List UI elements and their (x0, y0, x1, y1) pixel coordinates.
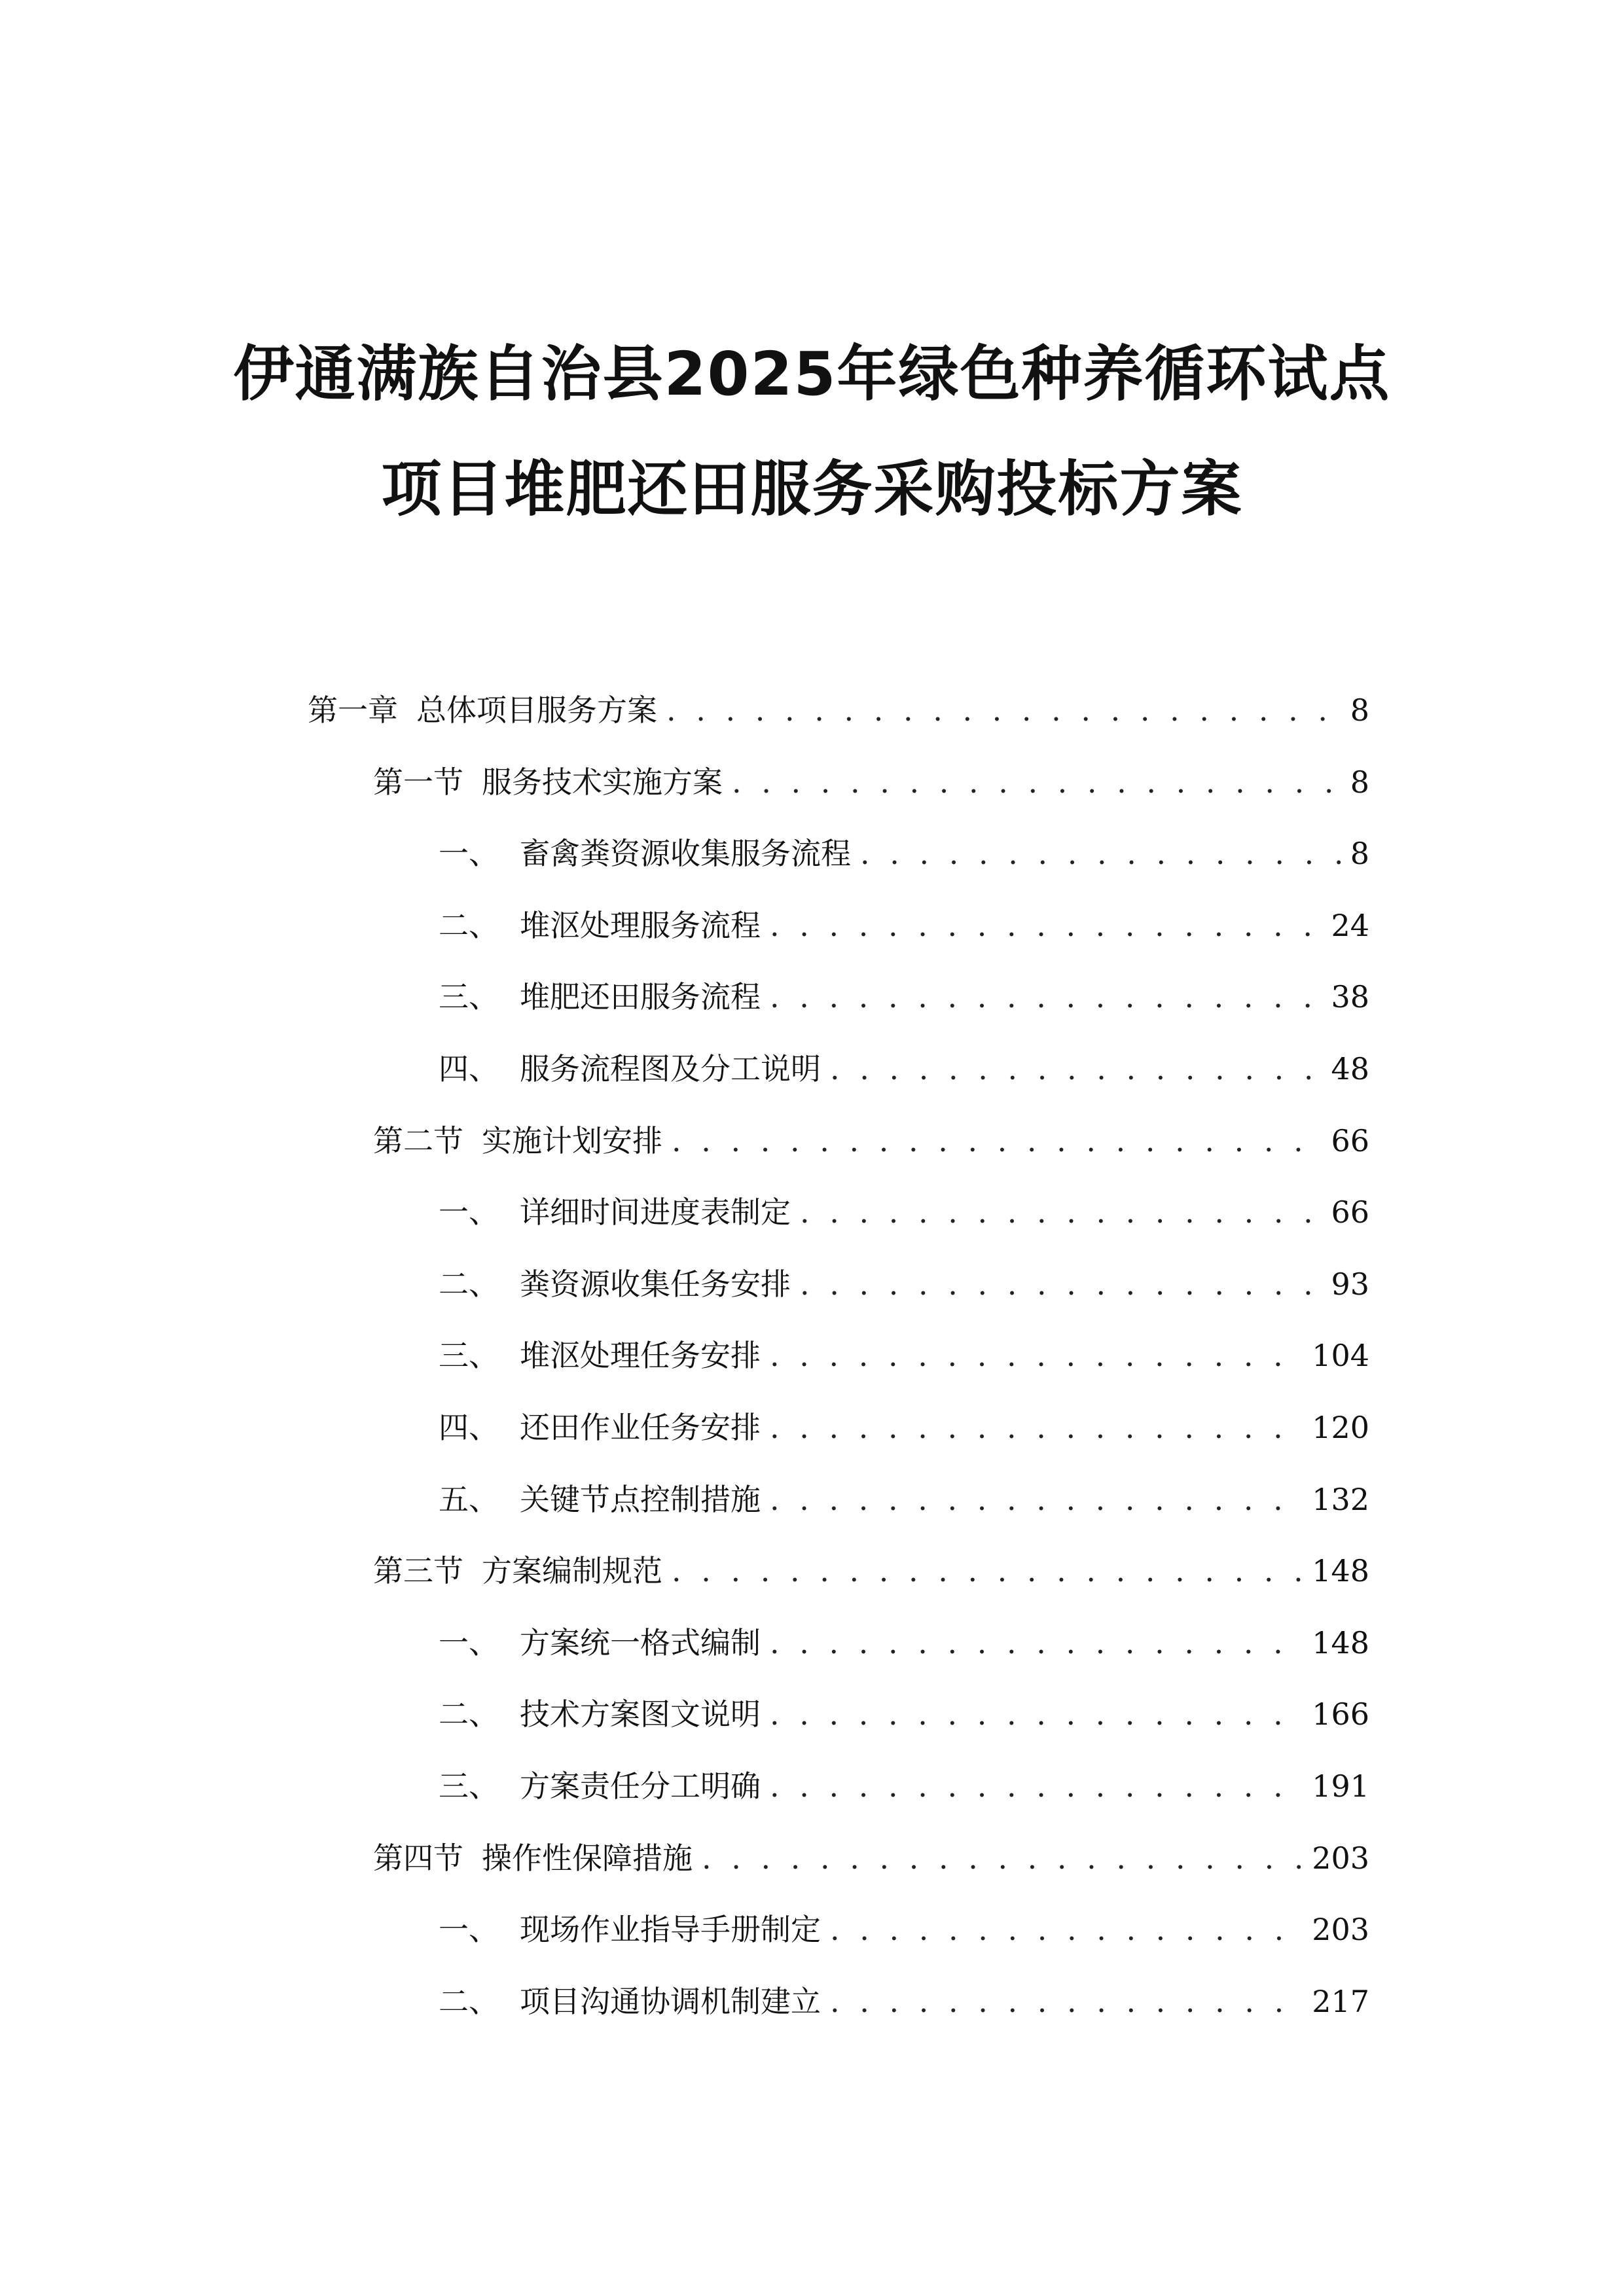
toc-entry-number: 三、 (439, 979, 499, 1014)
toc-dot-leader (770, 1333, 1303, 1378)
toc-entry-number: 四、 (439, 1051, 499, 1086)
toc-entry-label (439, 1405, 761, 1450)
toc-entry[interactable] (439, 1405, 1369, 1450)
toc-entry-number: 二、 (439, 908, 499, 943)
toc-entry-label (439, 974, 761, 1020)
toc-dot-leader (666, 687, 1341, 733)
toc-page-number: 191 (1312, 1768, 1369, 1804)
toc-dot-leader (732, 759, 1341, 805)
toc-dot-leader (702, 1835, 1303, 1881)
toc-entry-title: 堆沤处理服务流程 (520, 908, 761, 943)
document-title-line-2: 项目堆肥还田服务采购投标方案 (381, 454, 1243, 524)
toc-page-number: 8 (1350, 692, 1369, 728)
toc-entry-label (308, 687, 657, 733)
toc-dot-leader (770, 1405, 1303, 1450)
toc-entry-label (439, 1261, 791, 1307)
toc-entry-number: 第一章 (308, 692, 398, 728)
toc-dot-leader (770, 903, 1322, 948)
toc-page-number: 203 (1312, 1840, 1369, 1876)
toc-entry[interactable] (439, 831, 1369, 876)
toc-entry[interactable] (373, 1118, 1369, 1164)
toc-dot-leader (830, 1046, 1322, 1092)
toc-entry[interactable] (439, 1763, 1369, 1809)
toc-entry-number: 第三节 (373, 1553, 463, 1588)
toc-dot-leader (860, 831, 1341, 876)
toc-dot-leader (770, 974, 1322, 1020)
toc-entry-title: 方案责任分工明确 (520, 1768, 761, 1804)
toc-entry[interactable] (439, 1620, 1369, 1666)
toc-entry-number: 二、 (439, 1984, 499, 2019)
toc-page-number: 217 (1312, 1984, 1369, 2019)
toc-entry-label (439, 1907, 821, 1952)
toc-entry-number: 五、 (439, 1482, 499, 1517)
toc-entry-number: 一、 (439, 836, 499, 871)
toc-page-number: 8 (1350, 764, 1369, 800)
toc-entry-number: 第二节 (373, 1123, 463, 1158)
toc-page-number: 66 (1331, 1194, 1369, 1230)
toc-entry-label (373, 1118, 662, 1164)
toc-page-number: 93 (1331, 1266, 1369, 1302)
toc-entry-title: 详细时间进度表制定 (520, 1194, 791, 1230)
toc-entry[interactable] (439, 1691, 1369, 1737)
toc-entry[interactable] (439, 1189, 1369, 1235)
toc-entry-title: 实施计划安排 (482, 1123, 662, 1158)
toc-page-number: 24 (1331, 908, 1369, 943)
toc-entry-title: 总体项目服务方案 (416, 692, 657, 728)
toc-page-number: 8 (1350, 836, 1369, 871)
toc-entry-title: 粪资源收集任务安排 (520, 1266, 791, 1302)
toc-page-number: 132 (1312, 1482, 1369, 1517)
toc-entry-number: 三、 (439, 1338, 499, 1373)
toc-entry-title: 畜禽粪资源收集服务流程 (520, 836, 851, 871)
toc-dot-leader (830, 1907, 1303, 1952)
toc-entry-number: 第一节 (373, 764, 463, 800)
toc-page-number: 48 (1331, 1051, 1369, 1086)
toc-page-number: 203 (1312, 1912, 1369, 1947)
toc-dot-leader (800, 1189, 1322, 1235)
toc-entry-title: 操作性保障措施 (482, 1840, 693, 1876)
toc-entry[interactable] (439, 1046, 1369, 1092)
toc-entry-title: 服务技术实施方案 (482, 764, 723, 800)
toc-entry-label (373, 1548, 662, 1594)
toc-entry[interactable] (439, 1477, 1369, 1522)
toc-entry[interactable] (439, 974, 1369, 1020)
toc-entry-label (439, 1189, 791, 1235)
toc-entry-title: 项目沟通协调机制建立 (520, 1984, 821, 2019)
document-title-line-1: 伊通满族自治县2025年绿色种养循环试点 (233, 339, 1391, 409)
toc-dot-leader (770, 1763, 1303, 1809)
toc-entry[interactable] (439, 1979, 1369, 2024)
toc-entry[interactable] (439, 1333, 1369, 1378)
toc-entry[interactable] (373, 759, 1369, 805)
toc-dot-leader (672, 1548, 1303, 1594)
toc-entry-number: 一、 (439, 1625, 499, 1660)
toc-entry[interactable] (373, 1548, 1369, 1594)
toc-entry-label (439, 1763, 761, 1809)
toc-page-number: 66 (1331, 1123, 1369, 1158)
toc-page-number: 166 (1312, 1696, 1369, 1732)
toc-entry-label (373, 1835, 693, 1881)
toc-entry-label (439, 831, 851, 876)
toc-page-number: 148 (1312, 1625, 1369, 1660)
toc-entry-number: 一、 (439, 1912, 499, 1947)
toc-entry-label (439, 1979, 821, 2024)
toc-entry-title: 关键节点控制措施 (520, 1482, 761, 1517)
toc-entry-title: 还田作业任务安排 (520, 1410, 761, 1445)
toc-entry-label (439, 1046, 821, 1092)
toc-entry-title: 堆沤处理任务安排 (520, 1338, 761, 1373)
toc-entry-label (439, 1620, 761, 1666)
toc-entry-number: 二、 (439, 1696, 499, 1732)
toc-entry-title: 方案统一格式编制 (520, 1625, 761, 1660)
toc-entry-number: 四、 (439, 1410, 499, 1445)
toc-entry[interactable] (439, 1261, 1369, 1307)
toc-entry[interactable] (308, 687, 1369, 733)
toc-dot-leader (770, 1620, 1303, 1666)
toc-entry-label (373, 759, 723, 805)
toc-entry[interactable] (439, 903, 1369, 948)
toc-entry-number: 一、 (439, 1194, 499, 1230)
toc-page-number: 104 (1312, 1338, 1369, 1373)
toc-entry-title: 服务流程图及分工说明 (520, 1051, 821, 1086)
toc-entry-title: 堆肥还田服务流程 (520, 979, 761, 1014)
toc-dot-leader (770, 1691, 1303, 1737)
toc-entry-title: 现场作业指导手册制定 (520, 1912, 821, 1947)
toc-entry-number: 二、 (439, 1266, 499, 1302)
toc-page-number: 38 (1331, 979, 1369, 1014)
toc-page-number: 120 (1312, 1410, 1369, 1445)
toc-entry[interactable] (373, 1835, 1369, 1881)
toc-entry-label (439, 1477, 761, 1522)
toc-dot-leader (672, 1118, 1322, 1164)
toc-entry-label (439, 1691, 761, 1737)
toc-entry-number: 三、 (439, 1768, 499, 1804)
toc-dot-leader (770, 1477, 1303, 1522)
toc-entry[interactable] (439, 1907, 1369, 1952)
toc-entry-label (439, 1333, 761, 1378)
toc-page-number: 148 (1312, 1553, 1369, 1588)
toc-entry-number: 第四节 (373, 1840, 463, 1876)
toc-entry-label (439, 903, 761, 948)
toc-entry-title: 技术方案图文说明 (520, 1696, 761, 1732)
toc-entry-title: 方案编制规范 (482, 1553, 662, 1588)
toc-dot-leader (800, 1261, 1322, 1307)
toc-dot-leader (830, 1979, 1303, 2024)
